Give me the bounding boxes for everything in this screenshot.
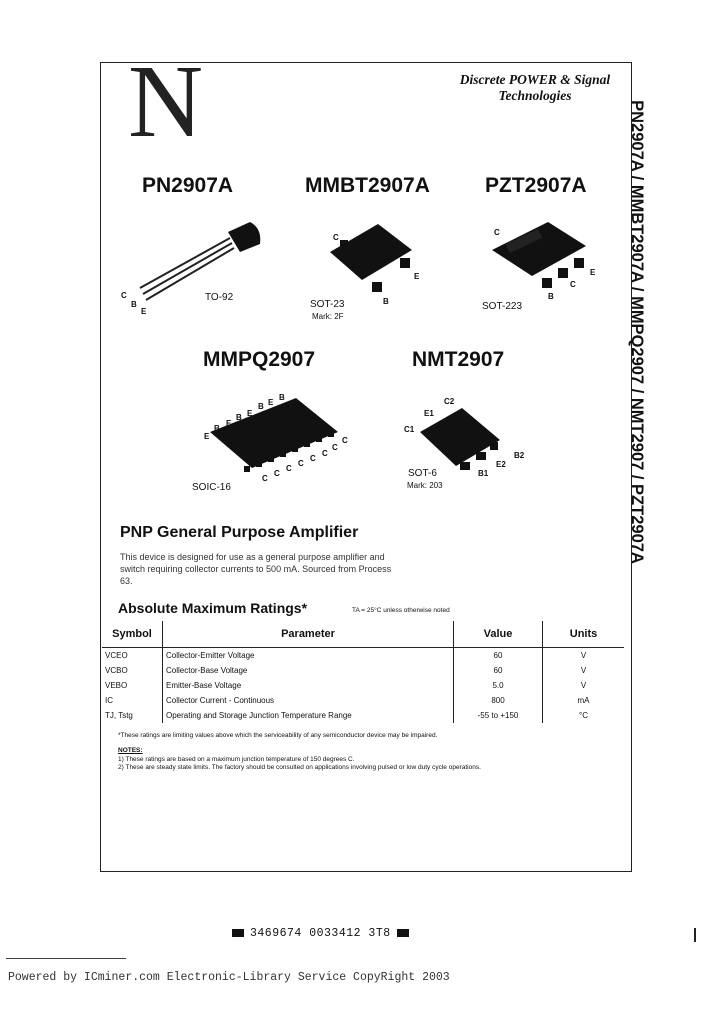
pin-label: B	[258, 402, 264, 411]
tagline-line-2: Technologies	[498, 88, 572, 103]
cell-symbol: VCEO	[105, 651, 128, 660]
cell-parameter: Collector-Base Voltage	[163, 663, 454, 678]
ratings-table	[102, 621, 624, 723]
pin-label: C	[322, 449, 328, 458]
cell-value: 60	[454, 663, 543, 678]
cell-value: 800	[454, 693, 543, 708]
pin-label: C1	[404, 425, 415, 434]
cell-symbol: TJ, Tstg	[105, 711, 133, 720]
soic16-drawing	[210, 398, 338, 472]
pin-label: C	[121, 291, 127, 300]
part-name-pn2907a: PN2907A	[142, 174, 234, 197]
cell-units: V	[543, 648, 625, 664]
pin-label: C	[310, 454, 316, 463]
cell-symbol: IC	[105, 696, 113, 705]
pin-label: B	[236, 413, 242, 422]
pin-label: B	[131, 300, 137, 309]
pin-label: E	[141, 307, 147, 316]
cell-units: V	[543, 663, 625, 678]
device-description: This device is designed for use as a general purpose amplifier and switch requiring collector currents to 500 mA. Sourced from Process 63.	[120, 552, 392, 586]
pin-label: C	[570, 280, 576, 289]
cell-units: V	[543, 678, 625, 693]
pin-label: B1	[478, 469, 489, 478]
device-title: PNP General Purpose Amplifier	[120, 524, 359, 541]
part-name-mmpq2907: MMPQ2907	[203, 348, 316, 371]
pin-label: C2	[444, 397, 455, 406]
pin-label: E	[247, 409, 253, 418]
to92-drawing	[140, 222, 260, 300]
cell-parameter: Collector Current - Continuous	[163, 693, 454, 708]
sot223-drawing	[492, 222, 586, 288]
notes-block	[118, 747, 481, 773]
pin-label: C	[333, 233, 339, 242]
cell-parameter: Emitter-Base Voltage	[163, 678, 454, 693]
ratings-heading: Absolute Maximum Ratings*	[118, 600, 308, 616]
cell-symbol: VCBO	[105, 666, 128, 675]
package-label-to92: TO-92	[205, 292, 234, 303]
package-label-sot6: SOT-6	[408, 468, 437, 479]
note-item: 2) These are steady state limits. The factory should be consulted on applications involving pulsed or low duty cycle operations.	[118, 764, 481, 771]
pin-label: B	[383, 297, 389, 306]
part-name-pzt2907a: PZT2907A	[485, 174, 587, 197]
pin-label: E	[268, 398, 274, 407]
cell-units: mA	[543, 693, 625, 708]
table-row	[102, 663, 624, 678]
pin-label: E	[204, 432, 210, 441]
sot23-drawing	[330, 224, 412, 292]
footer-rule	[6, 958, 126, 959]
side-title: PN2907A / MMBT2907A / MMPQ2907 / NMT2907 / PZT2907A	[628, 100, 646, 564]
pin-label: E	[414, 272, 420, 281]
cell-parameter: Collector-Emitter Voltage	[163, 648, 454, 664]
footer-text: Powered by ICminer.com Electronic-Library Service CopyRight 2003	[8, 971, 450, 984]
table-row	[102, 678, 624, 693]
cell-symbol: VEBO	[105, 681, 128, 690]
package-label-sot223: SOT-223	[482, 301, 523, 312]
margin-tick	[694, 928, 696, 942]
pin-label: C	[262, 474, 268, 483]
national-logo: N	[128, 44, 204, 159]
pin-label: B	[214, 424, 220, 433]
col-header-parameter: Parameter	[163, 621, 454, 648]
table-row	[102, 648, 624, 664]
tagline-line-1: Discrete POWER & Signal	[459, 72, 611, 87]
part-name-nmt2907: NMT2907	[412, 348, 505, 371]
barcode-line	[226, 927, 415, 940]
mark-sot23: Mark: 2F	[312, 312, 344, 321]
cell-value: 60	[454, 648, 543, 664]
notes-heading: NOTES:	[118, 747, 143, 754]
package-label-soic16: SOIC-16	[192, 482, 231, 493]
pin-label: E1	[424, 409, 434, 418]
pin-label: C	[342, 436, 348, 445]
package-label-sot23: SOT-23	[310, 299, 345, 310]
pin-label: E	[590, 268, 596, 277]
ratings-condition-note: TA = 25°C unless otherwise noted	[352, 607, 450, 614]
table-header-row	[102, 621, 624, 648]
table-row	[102, 708, 624, 723]
pin-label: E2	[496, 460, 506, 469]
col-header-units: Units	[543, 621, 625, 648]
barcode-block-icon	[232, 929, 244, 937]
pin-label: B2	[514, 451, 525, 460]
pin-label: E	[226, 419, 232, 428]
barcode-text: 3469674 0033412 3T8	[250, 927, 391, 940]
barcode-block-icon	[397, 929, 409, 937]
cell-parameter: Operating and Storage Junction Temperature Range	[163, 708, 454, 723]
pin-label: C	[286, 464, 292, 473]
pin-label: B	[548, 292, 554, 301]
pin-label: C	[494, 228, 500, 237]
table-row	[102, 693, 624, 708]
part-name-mmbt2907a: MMBT2907A	[305, 174, 430, 197]
cell-value: -55 to +150	[454, 708, 543, 723]
col-header-symbol: Symbol	[102, 621, 163, 648]
pin-label: C	[298, 459, 304, 468]
note-item: 1) These ratings are based on a maximum junction temperature of 150 degrees C.	[118, 755, 355, 763]
ratings-footnote: *These ratings are limiting values above which the serviceability of any semiconductor device may be impaired.	[118, 732, 438, 739]
col-header-value: Value	[454, 621, 543, 648]
pin-label: C	[332, 443, 338, 452]
cell-value: 5.0	[454, 678, 543, 693]
mark-sot6: Mark: 203	[407, 481, 443, 490]
cell-units: °C	[543, 708, 625, 723]
pin-label: C	[274, 469, 280, 478]
pin-label: B	[279, 393, 285, 402]
